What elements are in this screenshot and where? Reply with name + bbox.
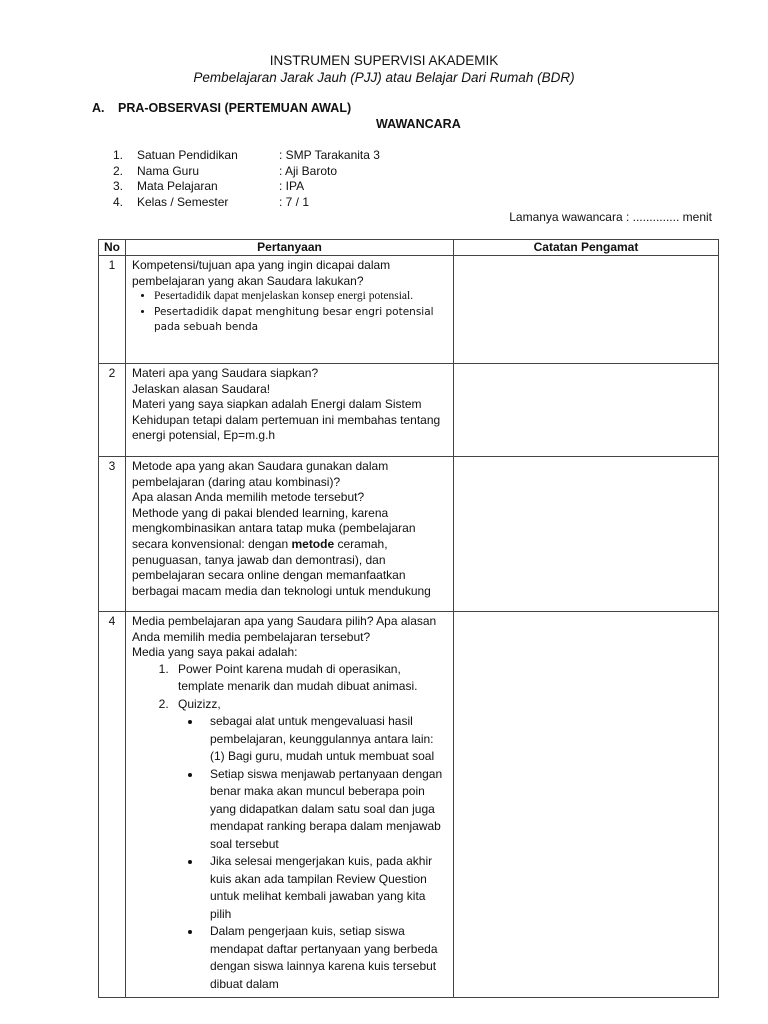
- observer-notes-cell[interactable]: [454, 364, 719, 457]
- observer-notes-cell[interactable]: [454, 612, 719, 998]
- row-number: 2: [99, 364, 126, 457]
- table-row: [99, 457, 719, 612]
- question-table: [98, 239, 719, 998]
- row-number: 3: [99, 457, 126, 612]
- row-question: [126, 364, 454, 457]
- question-text: Materi apa yang Saudara siapkan?: [132, 366, 319, 380]
- answer-text: [132, 506, 449, 600]
- row-number: 4: [99, 612, 126, 998]
- table-row: [99, 612, 719, 998]
- info-row: [113, 179, 380, 195]
- answer-part: ceramah, penuguasan, tanya jawab dan demontrasi), dan pembelajaran secara online dengan memanfaatkan berbagai macam media dan teknologi untuk mendukung: [132, 536, 431, 598]
- header-notes: Catatan Pengamat: [454, 240, 719, 256]
- interview-duration: Lamanya wawancara : .............. menit: [509, 210, 712, 224]
- info-label: Nama Guru: [137, 163, 200, 178]
- table-row: [99, 256, 719, 364]
- info-value: : Aji Baroto: [279, 163, 338, 178]
- list-item: [172, 696, 449, 994]
- document-title: INSTRUMEN SUPERVISI AKADEMIK: [269, 53, 499, 68]
- info-value: : SMP Tarakanita 3: [279, 148, 380, 162]
- table-header-row: [99, 240, 719, 256]
- list-item: • Jika selesai mengerjakan kuis, pada akhir kuis akan ada tampilan Review Question untuk melihat kembali jawaban yang kita pilih: [202, 853, 449, 923]
- row-question: [126, 256, 454, 364]
- list-item-label: Quizizz,: [178, 696, 221, 711]
- info-value: : IPA: [279, 179, 305, 193]
- header-no: No: [99, 240, 126, 256]
- list-item: 1. Power Point karena mudah di operasikan, template menarik dan mudah dibuat animasi.: [172, 661, 449, 696]
- quizizz-bullets: [178, 713, 449, 993]
- info-value: : 7 / 1: [279, 194, 310, 209]
- answer-bold: metode: [291, 536, 335, 551]
- media-list: [132, 661, 449, 994]
- info-row: [113, 164, 380, 180]
- table-row: [99, 364, 719, 457]
- row-number: 1: [99, 256, 126, 364]
- info-num: 1.: [113, 148, 124, 162]
- question-text: Jelaskan alasan Saudara!: [132, 381, 271, 396]
- question-text: Kompetensi/tujuan apa yang ingin dicapai dalam pembelajaran yang akan Saudara lakukan?: [132, 258, 391, 288]
- observer-notes-cell[interactable]: [454, 256, 719, 364]
- list-item: • Pesertadidik dapat menghitung besar engri potensial pada sebuah benda: [154, 305, 449, 336]
- section-label: A.: [92, 101, 105, 115]
- section-heading: [92, 101, 351, 115]
- info-num: 2.: [113, 163, 124, 178]
- list-item: • sebagai alat untuk mengevaluasi hasil pembelajaran, keunggulannya antara lain: (1) Bagi guru, mudah untuk membuat soal: [202, 713, 449, 766]
- list-item: • Pesertadidik dapat menjelaskan konsep energi potensial.: [154, 289, 449, 305]
- section-title: PRA-OBSERVASI (PERTEMUAN AWAL): [118, 101, 352, 115]
- info-list: [113, 148, 380, 210]
- info-label: Kelas / Semester: [137, 194, 229, 209]
- header-question: Pertanyaan: [126, 240, 454, 256]
- list-item: • Setiap siswa menjawab pertanyaan dengan benar maka akan muncul beberapa poin yang didapatkan dalam satu soal dan juga mendapat ranking berapa dalam menjawab soal tersebut: [202, 766, 449, 854]
- question-text: Metode apa yang akan Saudara gunakan dalam pembelajaran (daring atau kombinasi)?: [132, 459, 389, 489]
- document-subtitle: Pembelajaran Jarak Jauh (PJJ) atau Belajar Dari Rumah (BDR): [193, 70, 575, 85]
- info-num: 3.: [113, 179, 124, 193]
- info-label: Mata Pelajaran: [137, 179, 218, 193]
- question-text: Apa alasan Anda memilih metode tersebut?: [132, 490, 365, 505]
- info-row: [113, 195, 380, 211]
- info-num: 4.: [113, 194, 124, 209]
- row-question: [126, 612, 454, 998]
- question-text: Media pembelajaran apa yang Saudara pilih? Apa alasan Anda memilih media pembelajaran tersebut?: [132, 614, 437, 644]
- info-row: [113, 148, 380, 164]
- list-item: • Dalam pengerjaan kuis, setiap siswa mendapat daftar pertanyaan yang berbeda dengan siswa lainnya karena kuis tersebut dibuat dalam: [202, 923, 449, 993]
- answer-part: Methode yang di pakai blended learning, karena mengkombinasikan antara tatap muka (pembelajaran secara konvensional: dengan: [132, 505, 416, 551]
- subheading: WAWANCARA: [376, 117, 461, 131]
- info-label: Satuan Pendidikan: [137, 148, 238, 162]
- answer-text: Materi yang saya siapkan adalah Energi dalam Sistem Kehidupan tetapi dalam pertemuan ini membahas tentang energi potensial, Ep=m.g.h: [132, 397, 441, 443]
- answer-bullets: [132, 289, 449, 336]
- observer-notes-cell[interactable]: [454, 457, 719, 612]
- row-question: [126, 457, 454, 612]
- answer-intro: Media yang saya pakai adalah:: [132, 645, 298, 660]
